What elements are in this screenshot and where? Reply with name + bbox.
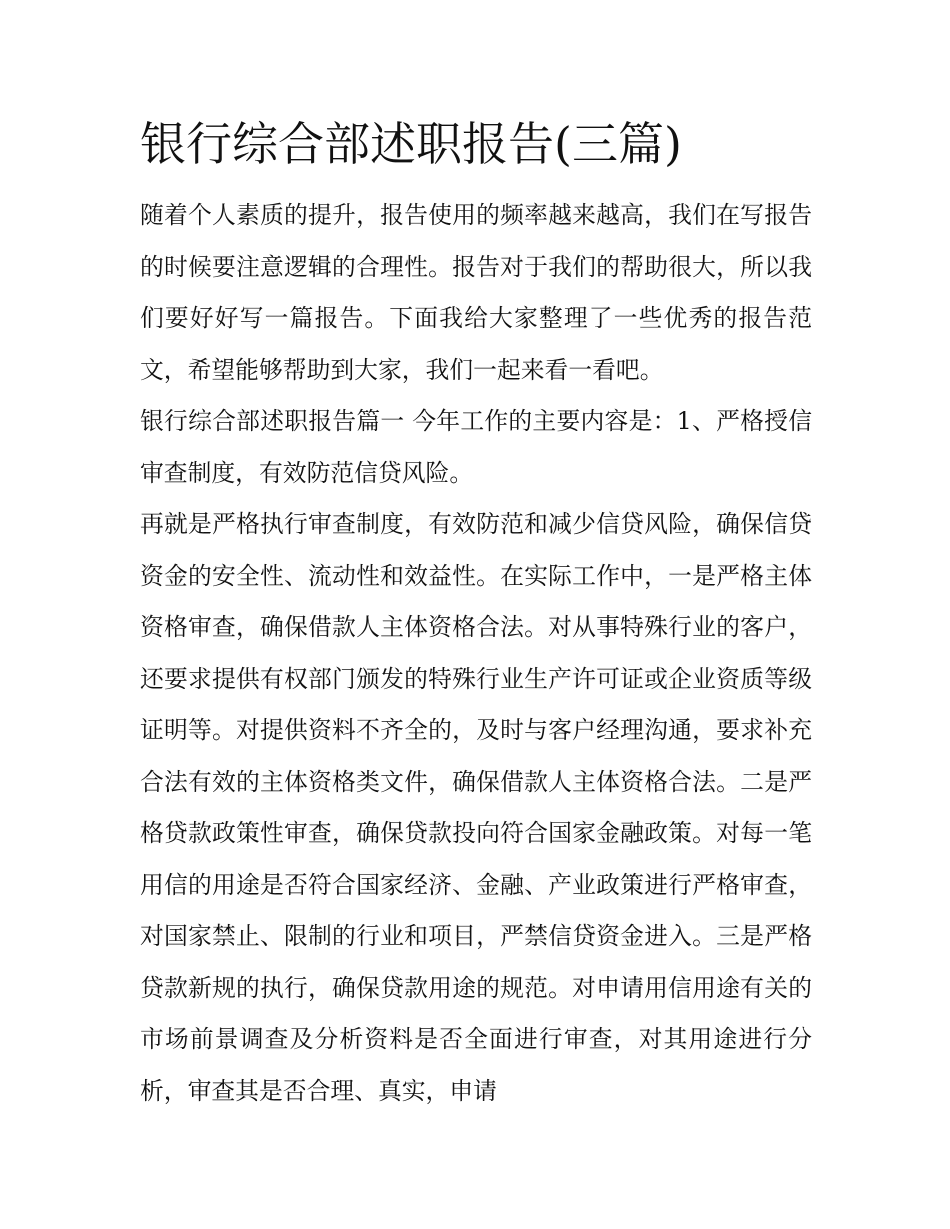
document-title: 银行综合部述职报告(三篇) [140,117,682,171]
section-one-paragraph: 银行综合部述职报告篇一 今年工作的主要内容是：1、严格授信审查制度，有效防范信贷风险。 [140,407,812,487]
intro-paragraph: 随着个人素质的提升，报告使用的频率越来越高，我们在写报告的时候要注意逻辑的合理性。报告对于我们的帮助很大，所以我们要好好写一篇报告。下面我给大家整理了一些优秀的报告范文，希望能够帮助到大家，我们一起来看一看吧。 [140,201,812,384]
document-body [140,112,812,1117]
review-system-paragraph: 再就是严格执行审查制度，有效防范和减少信贷风险，确保信贷资金的安全性、流动性和效益性。在实际工作中，一是严格主体资格审查，确保借款人主体资格合法。对从事特殊行业的客户，还要求提供有权部门颁发的特殊行业生产许可证或企业资质等级证明等。对提供资料不齐全的，及时与客户经理沟通，要求补充合法有效的主体资格类文件，确保借款人主体资格合法。二是严格贷款政策性审查，确保贷款投向符合国家金融政策。对每一笔用信的用途是否符合国家经济、金融、产业政策进行严格审查，对国家禁止、限制的行业和项目，严禁信贷资金进入。三是严格贷款新规的执行，确保贷款用途的规范。对申请用信用途有关的市场前景调查及分析资料是否全面进行审查，对其用途进行分析，审查其是否合理、真实，申请 [140,510,812,1105]
